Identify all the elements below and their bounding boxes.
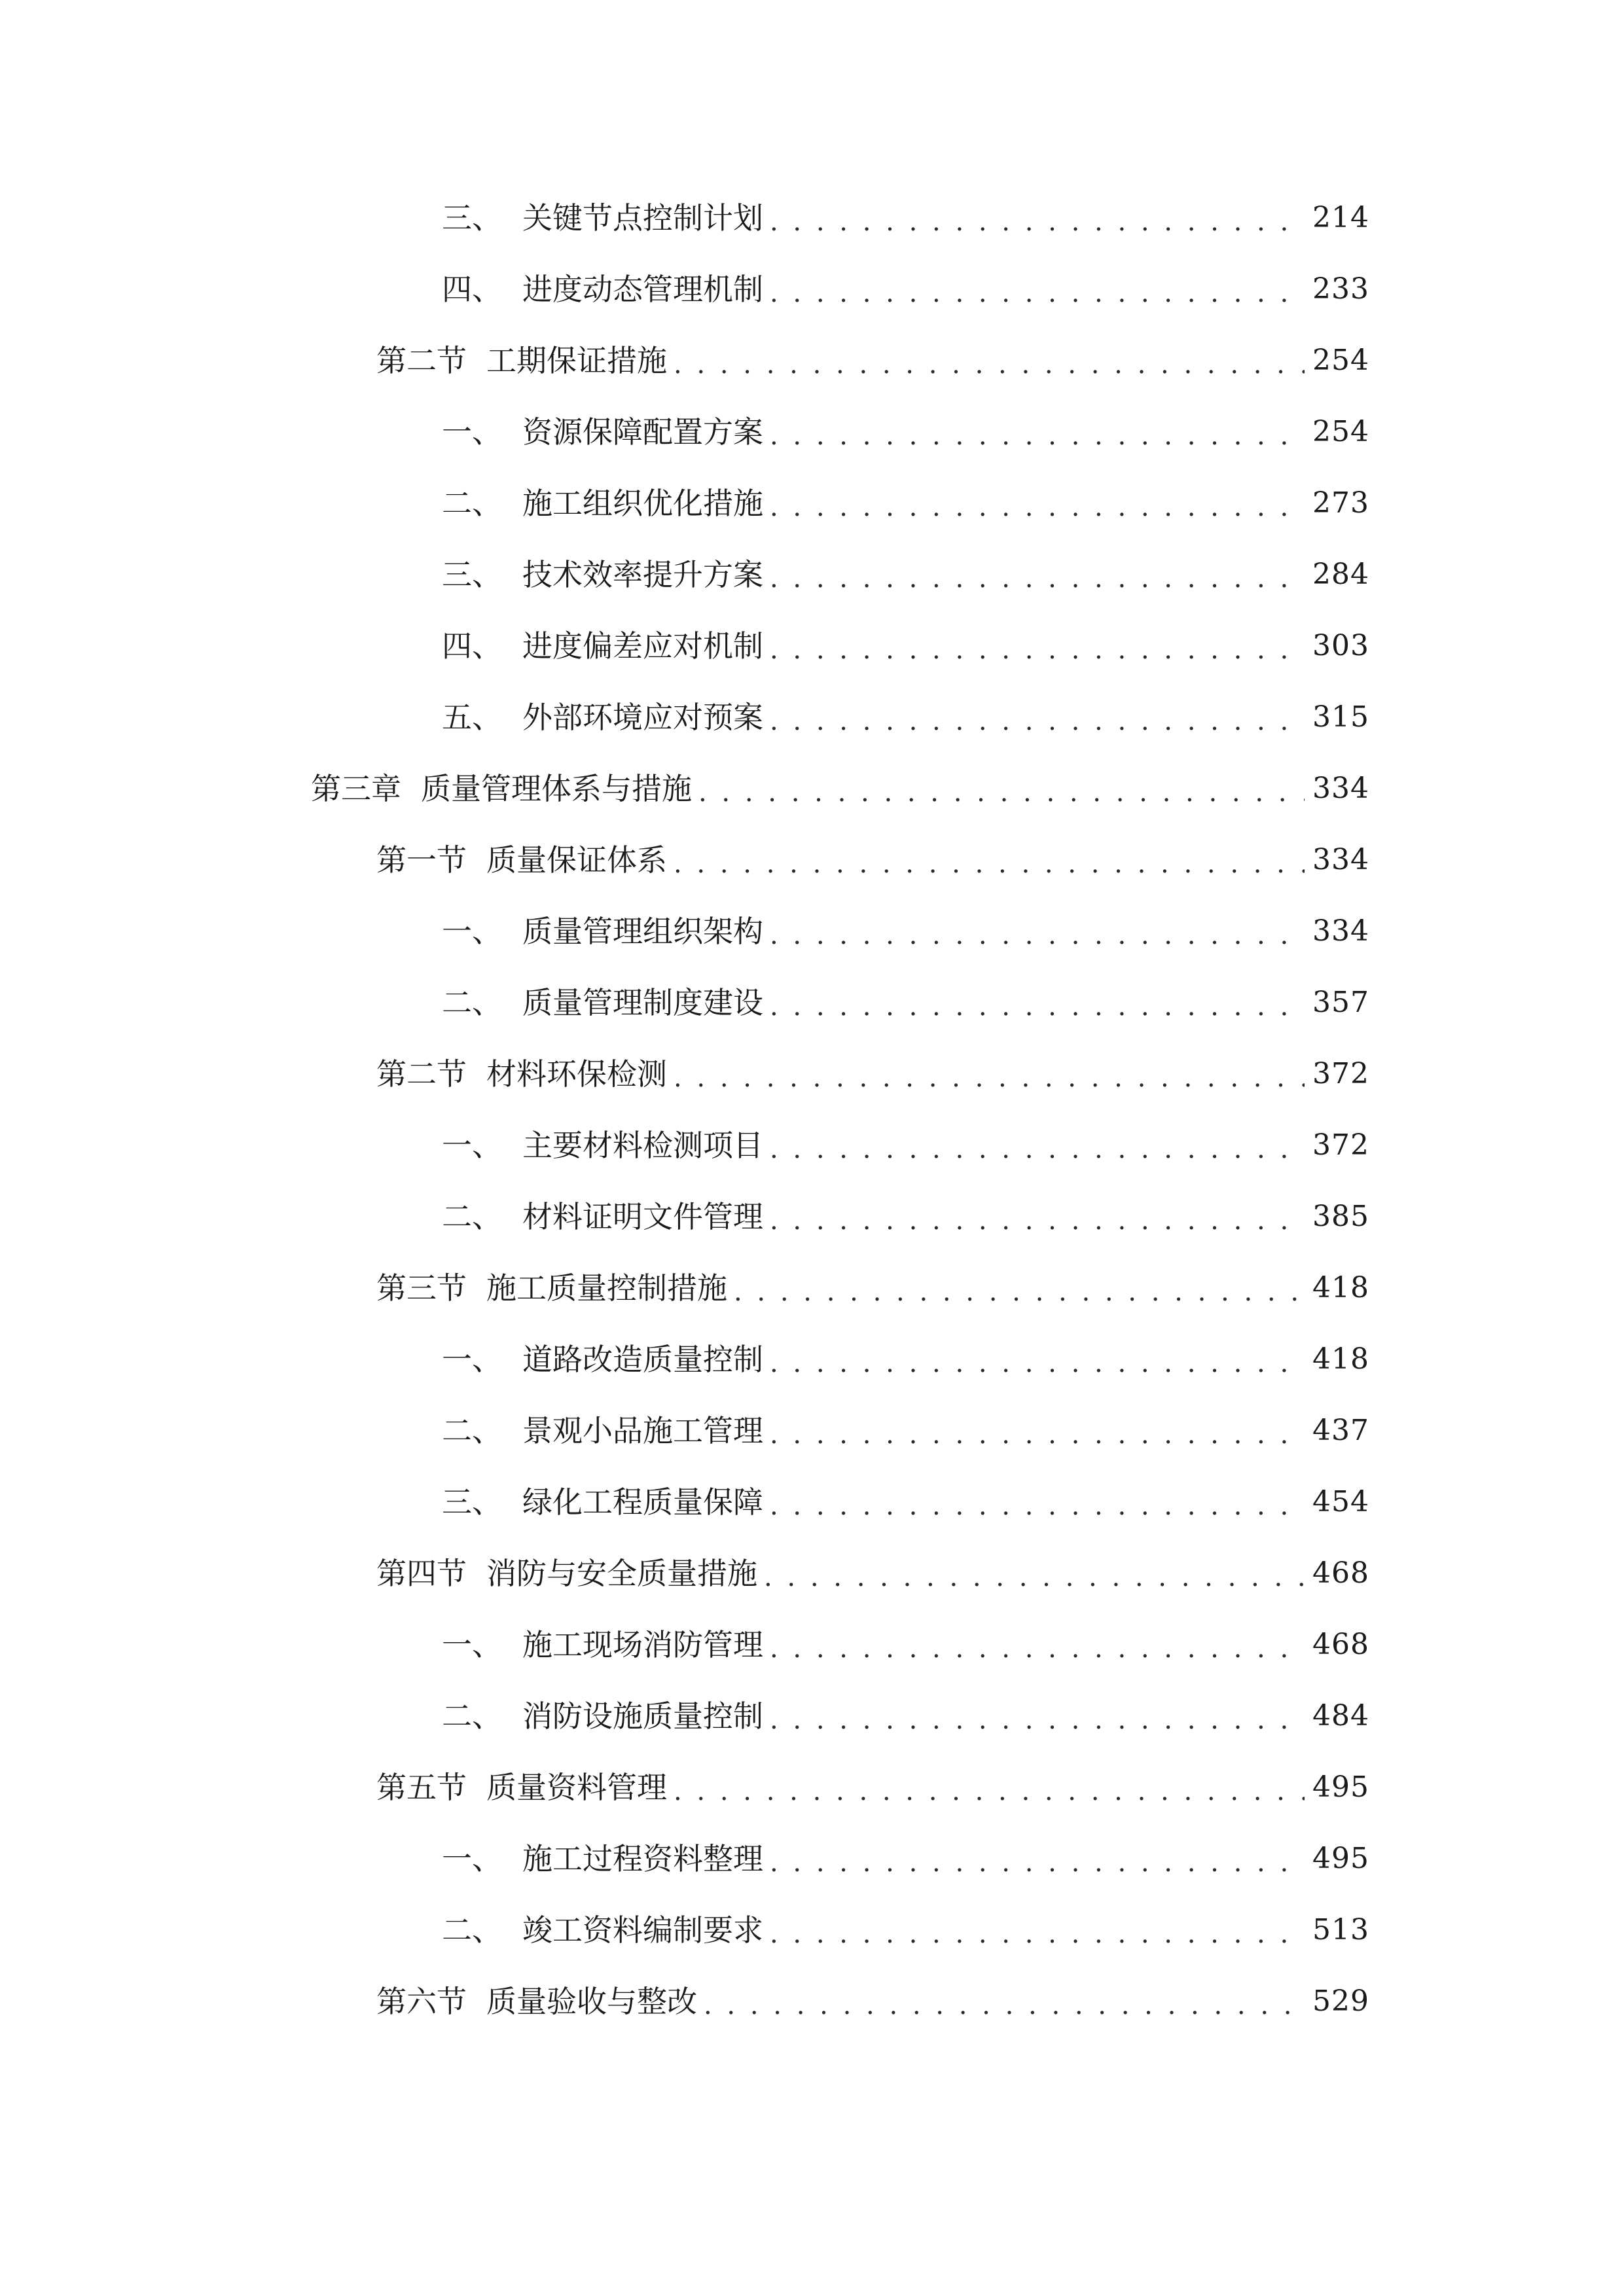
toc-dot-leader bbox=[674, 834, 1305, 886]
toc-page-number: 495 bbox=[1312, 1770, 1369, 1804]
toc-entry[interactable] bbox=[442, 1119, 1369, 1172]
toc-dot-leader bbox=[770, 1405, 1305, 1457]
toc-entry-title: 道路改造质量控制 bbox=[522, 1342, 763, 1377]
toc-entry-prefix: 一、 bbox=[442, 914, 502, 949]
toc-page-number: 214 bbox=[1312, 201, 1369, 234]
toc-dot-leader bbox=[674, 1048, 1305, 1100]
toc-entry-prefix: 三、 bbox=[442, 200, 502, 236]
toc-entry-title: 主要材料检测项目 bbox=[522, 1128, 763, 1163]
toc-entry[interactable] bbox=[442, 977, 1369, 1029]
toc-entry-title: 外部环境应对预案 bbox=[522, 700, 763, 735]
toc-dot-leader bbox=[770, 548, 1305, 601]
toc-entry-prefix: 二、 bbox=[442, 1413, 502, 1448]
toc-entry-prefix: 二、 bbox=[442, 1698, 502, 1734]
toc-page-number: 468 bbox=[1312, 1628, 1369, 1661]
toc-dot-leader bbox=[770, 263, 1305, 315]
toc-entry[interactable] bbox=[376, 1761, 1369, 1814]
toc-page-number: 273 bbox=[1312, 486, 1369, 520]
toc-entry-prefix: 二、 bbox=[442, 1912, 502, 1948]
toc-page-number: 418 bbox=[1312, 1342, 1369, 1376]
toc-entry-title: 绿化工程质量保障 bbox=[522, 1484, 763, 1520]
toc-entry-title: 资源保障配置方案 bbox=[522, 414, 763, 450]
toc-entry[interactable] bbox=[442, 1904, 1369, 1956]
toc-page-number: 334 bbox=[1312, 772, 1369, 805]
toc-entry-prefix: 五、 bbox=[442, 700, 502, 735]
toc-page-number: 418 bbox=[1312, 1271, 1369, 1304]
toc-entry-prefix: 一、 bbox=[442, 414, 502, 450]
toc-dot-leader bbox=[698, 762, 1305, 815]
toc-entry-prefix: 二、 bbox=[442, 1199, 502, 1234]
toc-entry[interactable] bbox=[376, 334, 1369, 387]
toc-dot-leader bbox=[764, 1547, 1305, 1600]
toc-dot-leader bbox=[770, 905, 1305, 958]
toc-entry-prefix: 二、 bbox=[442, 985, 502, 1020]
toc-dot-leader bbox=[770, 1619, 1305, 1671]
toc-entry[interactable] bbox=[442, 620, 1369, 672]
toc-entry[interactable] bbox=[376, 1547, 1369, 1600]
toc-entry-prefix: 第六节 bbox=[376, 1984, 467, 2019]
toc-entry-prefix: 四、 bbox=[442, 272, 502, 307]
toc-entry[interactable] bbox=[442, 1333, 1369, 1386]
toc-dot-leader bbox=[770, 1191, 1305, 1243]
toc-entry-prefix: 第五节 bbox=[376, 1770, 467, 1805]
toc-entry[interactable] bbox=[311, 762, 1369, 815]
toc-entry-prefix: 一、 bbox=[442, 1342, 502, 1377]
toc-page-number: 513 bbox=[1312, 1913, 1369, 1946]
toc-entry-prefix: 一、 bbox=[442, 1841, 502, 1876]
toc-entry-title: 质量管理组织架构 bbox=[522, 914, 763, 949]
toc-entry-prefix: 一、 bbox=[442, 1128, 502, 1163]
toc-page-number: 372 bbox=[1312, 1057, 1369, 1090]
toc-page-number: 334 bbox=[1312, 843, 1369, 876]
toc-dot-leader bbox=[770, 192, 1305, 244]
toc-entry-title: 进度动态管理机制 bbox=[522, 272, 763, 307]
toc-entry-title: 施工过程资料整理 bbox=[522, 1841, 763, 1876]
toc-page-number: 254 bbox=[1312, 344, 1369, 377]
toc-entry[interactable] bbox=[442, 1690, 1369, 1742]
toc-entry[interactable] bbox=[376, 1048, 1369, 1100]
toc-entry[interactable] bbox=[442, 691, 1369, 744]
toc-entry[interactable] bbox=[376, 1975, 1369, 2028]
toc-page-number: 484 bbox=[1312, 1699, 1369, 1732]
toc-page-number: 233 bbox=[1312, 272, 1369, 306]
toc-entry-title: 质量资料管理 bbox=[486, 1770, 667, 1805]
toc-dot-leader bbox=[770, 620, 1305, 672]
toc-dot-leader bbox=[734, 1262, 1305, 1314]
toc-entry-title: 竣工资料编制要求 bbox=[522, 1912, 763, 1948]
toc-dot-leader bbox=[674, 334, 1305, 387]
toc-entry-title: 施工组织优化措施 bbox=[522, 486, 763, 521]
toc-dot-leader bbox=[770, 477, 1305, 529]
toc-entry-title: 施工现场消防管理 bbox=[522, 1627, 763, 1662]
toc-entry-title: 景观小品施工管理 bbox=[522, 1413, 763, 1448]
toc-entry[interactable] bbox=[442, 1476, 1369, 1528]
toc-entry-title: 质量管理制度建设 bbox=[522, 985, 763, 1020]
toc-entry-title: 技术效率提升方案 bbox=[522, 557, 763, 592]
toc-entry-title: 质量验收与整改 bbox=[486, 1984, 697, 2019]
toc-entry-prefix: 三、 bbox=[442, 1484, 502, 1520]
toc-dot-leader bbox=[770, 691, 1305, 744]
toc-entry-prefix: 第一节 bbox=[376, 842, 467, 878]
toc-entry-title: 消防与安全质量措施 bbox=[486, 1556, 757, 1591]
toc-entry-title: 质量管理体系与措施 bbox=[421, 771, 692, 806]
toc-entry-prefix: 一、 bbox=[442, 1627, 502, 1662]
toc-entry[interactable] bbox=[376, 1262, 1369, 1314]
toc-page-number: 495 bbox=[1312, 1842, 1369, 1875]
toc-entry[interactable] bbox=[442, 1191, 1369, 1243]
toc-entry[interactable] bbox=[442, 1833, 1369, 1885]
toc-dot-leader bbox=[770, 1904, 1305, 1956]
toc-page-number: 303 bbox=[1312, 629, 1369, 662]
toc-entry-title: 材料环保检测 bbox=[486, 1056, 667, 1092]
toc-dot-leader bbox=[770, 977, 1305, 1029]
toc-entry-prefix: 第四节 bbox=[376, 1556, 467, 1591]
toc-page-number: 315 bbox=[1312, 700, 1369, 734]
toc-entry-prefix: 第三节 bbox=[376, 1270, 467, 1306]
toc-entry[interactable] bbox=[442, 406, 1369, 458]
toc-dot-leader bbox=[674, 1761, 1305, 1814]
toc-entry-prefix: 三、 bbox=[442, 557, 502, 592]
toc-entry-prefix: 四、 bbox=[442, 628, 502, 664]
toc-page-number: 357 bbox=[1312, 986, 1369, 1019]
toc-entry-title: 工期保证措施 bbox=[486, 343, 667, 378]
toc-entry-prefix: 二、 bbox=[442, 486, 502, 521]
toc-page-number: 454 bbox=[1312, 1485, 1369, 1518]
toc-dot-leader bbox=[770, 1333, 1305, 1386]
toc-entry-title: 关键节点控制计划 bbox=[522, 200, 763, 236]
toc-page-number: 529 bbox=[1312, 1984, 1369, 2018]
toc-entry-title: 质量保证体系 bbox=[486, 842, 667, 878]
toc-entry[interactable] bbox=[442, 192, 1369, 244]
toc-entry-title: 施工质量控制措施 bbox=[486, 1270, 727, 1306]
toc-entry-prefix: 第二节 bbox=[376, 343, 467, 378]
toc-dot-leader bbox=[704, 1975, 1305, 2028]
toc-dot-leader bbox=[770, 1119, 1305, 1172]
toc-entry[interactable] bbox=[442, 905, 1369, 958]
toc-dot-leader bbox=[770, 406, 1305, 458]
toc-entry[interactable] bbox=[442, 1405, 1369, 1457]
toc-entry-title: 进度偏差应对机制 bbox=[522, 628, 763, 664]
toc-entry[interactable] bbox=[442, 477, 1369, 529]
toc-page-number: 334 bbox=[1312, 914, 1369, 948]
toc-dot-leader bbox=[770, 1476, 1305, 1528]
toc-entry[interactable] bbox=[442, 263, 1369, 315]
toc-dot-leader bbox=[770, 1690, 1305, 1742]
toc-entry[interactable] bbox=[442, 548, 1369, 601]
toc-entry[interactable] bbox=[376, 834, 1369, 886]
toc-entry[interactable] bbox=[442, 1619, 1369, 1671]
toc-entry-prefix: 第二节 bbox=[376, 1056, 467, 1092]
toc-page-number: 468 bbox=[1312, 1556, 1369, 1590]
toc-entry-title: 材料证明文件管理 bbox=[522, 1199, 763, 1234]
toc-page-number: 437 bbox=[1312, 1414, 1369, 1447]
toc-page-number: 254 bbox=[1312, 415, 1369, 448]
toc-entry-prefix: 第三章 bbox=[311, 771, 401, 806]
toc-page-number: 284 bbox=[1312, 558, 1369, 591]
toc-dot-leader bbox=[770, 1833, 1305, 1885]
toc-page-number: 372 bbox=[1312, 1128, 1369, 1162]
toc-entry-title: 消防设施质量控制 bbox=[522, 1698, 763, 1734]
toc-page-number: 385 bbox=[1312, 1200, 1369, 1233]
